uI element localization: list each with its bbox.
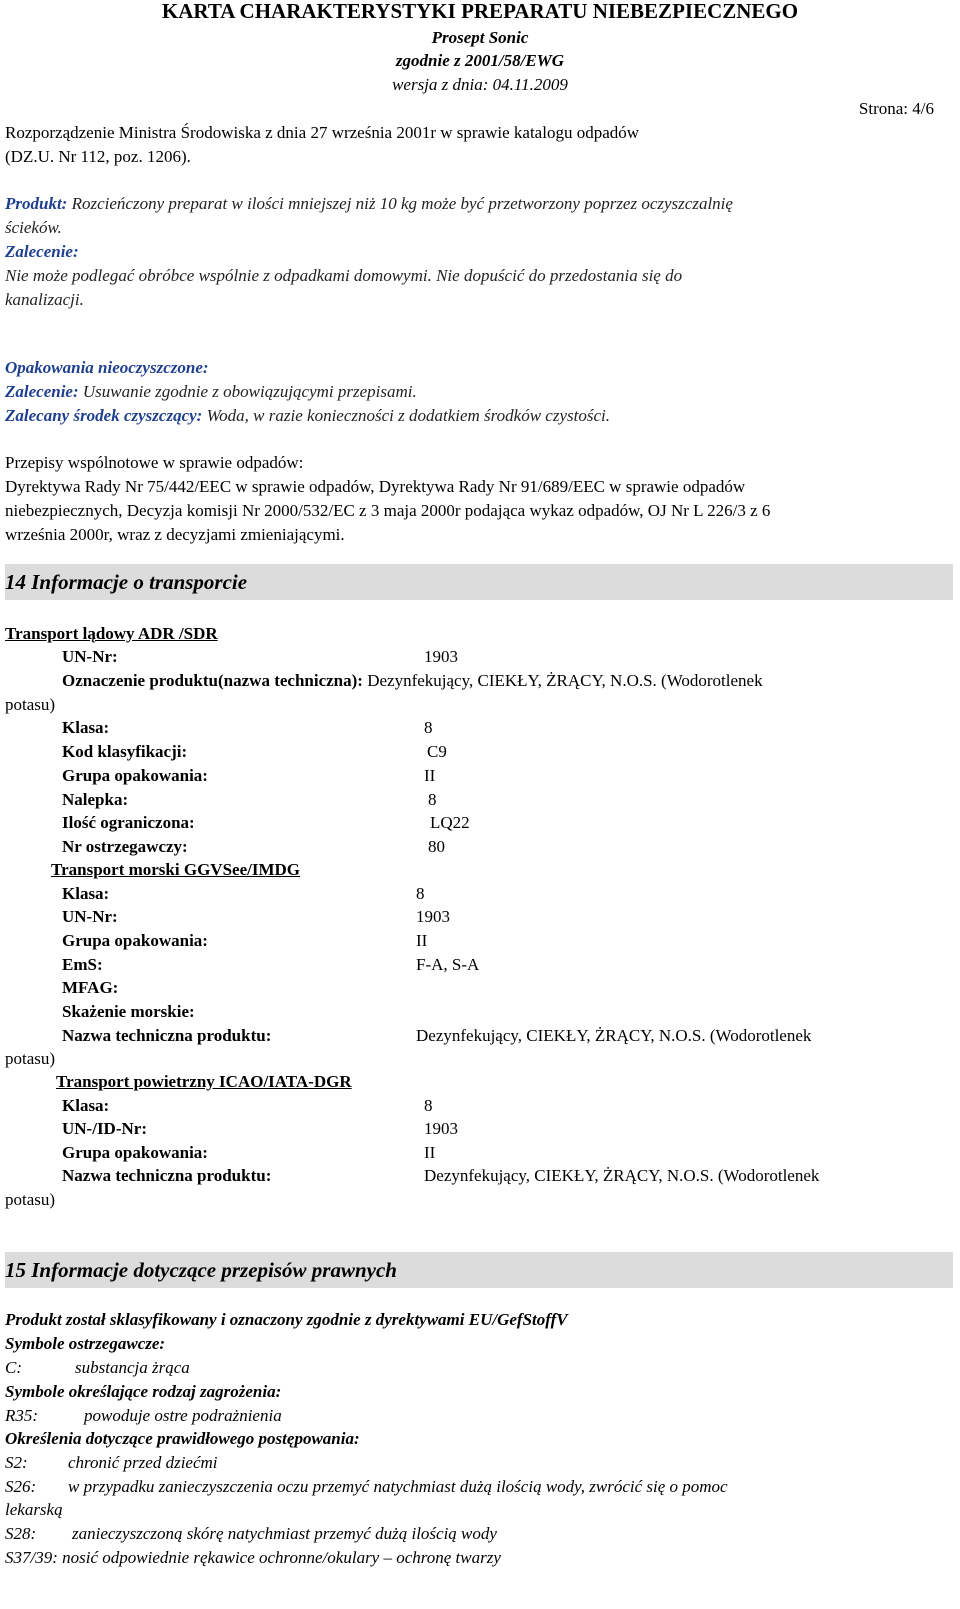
community-text-2: niebezpiecznych, Decyzja komisji Nr 2000/532/EC z 3 maja 2000r podająca wykaz odpadów, OJ Nr L 226/3 z 6 xyxy=(5,501,771,520)
cleaner-label: Zalecany środek czyszczący: xyxy=(5,406,203,425)
classified-statement: Produkt został sklasyfikowany i oznaczony zgodnie z dyrektywami EU/GefStoffV xyxy=(5,1310,568,1329)
cleaner-line xyxy=(5,405,610,427)
sea-un-value: 1903 xyxy=(416,907,450,926)
sea-transport-heading: Transport morski GGVSee/IMDG xyxy=(51,860,301,879)
land-designation xyxy=(62,670,763,692)
product-label: Produkt: xyxy=(5,194,68,213)
regulation-line-cont: (DZ.U. Nr 112, poz. 1206). xyxy=(5,147,191,166)
air-group-value: II xyxy=(424,1143,436,1162)
regulation-line: Rozporządzenie Ministra Środowiska z dnia 27 września 2001r w sprawie katalogu odpadów xyxy=(5,123,640,142)
document-title: KARTA CHARAKTERYSTYKI PREPARATU NIEBEZPIECZNEGO xyxy=(161,0,799,23)
sea-ems-value: F-A, S-A xyxy=(416,955,480,974)
sea-class-label: Klasa: xyxy=(62,884,110,903)
risk-label: Symbole określające rodzaj zagrożenia: xyxy=(5,1382,282,1401)
land-hazard-label: Nr ostrzegawczy: xyxy=(62,837,188,856)
air-un-label: UN-/ID-Nr: xyxy=(62,1119,147,1138)
land-sticker-value: 8 xyxy=(428,790,437,809)
s26-cont: lekarską xyxy=(5,1500,63,1519)
sea-pollutant-label: Skażenie morskie: xyxy=(62,1002,195,1021)
land-sticker-label: Nalepka: xyxy=(62,790,129,809)
packaging-rec-text: Usuwanie zgodnie z obowiązującymi przepisami. xyxy=(82,382,417,401)
land-class-label: Klasa: xyxy=(62,718,110,737)
section-14-title: 14 Informacje o transporcie xyxy=(5,570,248,594)
air-transport-heading: Transport powietrzny ICAO/IATA-DGR xyxy=(56,1072,352,1091)
recommendation-text: Nie może podlegać obróbce wspólnie z odpadkami domowymi. Nie dopuścić do przedostania się do xyxy=(5,266,683,285)
symbol-code: C: xyxy=(5,1358,22,1377)
sea-un-label: UN-Nr: xyxy=(62,907,118,926)
land-designation-cont: potasu) xyxy=(5,695,56,714)
land-class-value: 8 xyxy=(424,718,433,737)
land-hazard-value: 80 xyxy=(428,837,445,856)
sea-group-label: Grupa opakowania: xyxy=(62,931,208,950)
page-number: Strona: 4/6 xyxy=(858,99,934,118)
land-group-value: II xyxy=(424,766,436,785)
sea-name-cont: potasu) xyxy=(5,1049,56,1068)
symbols-label: Symbole ostrzegawcze: xyxy=(5,1334,166,1353)
risk-text: powoduje ostre podrażnienia xyxy=(84,1406,282,1425)
land-limited-label: Ilość ograniczona: xyxy=(62,813,195,832)
recommendation-label: Zalecenie: xyxy=(5,242,79,261)
land-un-label: UN-Nr: xyxy=(62,647,118,666)
packaging-recommendation xyxy=(5,381,417,403)
air-group-label: Grupa opakowania: xyxy=(62,1143,208,1162)
s3739-text: S37/39: nosić odpowiednie rękawice ochronne/okulary – ochronę twarzy xyxy=(5,1548,501,1567)
recommendation-text-cont: kanalizacji. xyxy=(5,290,84,309)
community-title: Przepisy wspólnotowe w sprawie odpadów: xyxy=(5,453,304,472)
land-transport-heading: Transport lądowy ADR /SDR xyxy=(5,624,218,643)
air-class-value: 8 xyxy=(424,1096,433,1115)
air-class-label: Klasa: xyxy=(62,1096,110,1115)
packaging-label: Opakowania nieoczyszczone: xyxy=(5,358,209,377)
product-text: Rozcieńczony preparat w ilości mniejszej niż 10 kg może być przetworzony poprzez oczyszczalnię xyxy=(71,194,733,213)
land-group-label: Grupa opakowania: xyxy=(62,766,208,785)
land-code-value: C9 xyxy=(427,742,447,761)
risk-code: R35: xyxy=(5,1406,39,1425)
product-paragraph xyxy=(5,193,733,215)
s28-code: S28: xyxy=(5,1524,37,1543)
community-text: Dyrektywa Rady Nr 75/442/EEC w sprawie odpadów, Dyrektywa Rady Nr 91/689/EEC w sprawie odpadów xyxy=(5,477,746,496)
symbol-text: substancja żrąca xyxy=(75,1358,190,1377)
sea-ems-label: EmS: xyxy=(62,955,103,974)
directive-line: zgodnie z 2001/58/EWG xyxy=(395,51,565,70)
version-line: wersja z dnia: 04.11.2009 xyxy=(392,75,568,94)
s26-text: w przypadku zanieczyszczenia oczu przemyć natychmiast dużą ilością wody, zwrócić się o pomoc xyxy=(68,1477,728,1496)
sea-name-value: Dezynfekujący, CIEKŁY, ŻRĄCY, N.O.S. (Wodorotlenek xyxy=(416,1026,812,1045)
packaging-rec-label: Zalecenie: xyxy=(5,382,79,401)
s28-text: zanieczyszczoną skórę natychmiast przemyć dużą ilością wody xyxy=(72,1524,497,1543)
s26-code: S26: xyxy=(5,1477,37,1496)
sea-group-value: II xyxy=(416,931,428,950)
community-text-3: września 2000r, wraz z decyzjami zmieniającymi. xyxy=(5,525,345,544)
land-code-label: Kod klasyfikacji: xyxy=(62,742,188,761)
s2-code: S2: xyxy=(5,1453,28,1472)
land-limited-value: LQ22 xyxy=(430,813,470,832)
product-name: Prosept Sonic xyxy=(431,28,529,47)
sea-mfag-label: MFAG: xyxy=(62,978,119,997)
cleaner-text: Woda, w razie konieczności z dodatkiem środków czystości. xyxy=(206,406,610,425)
land-designation-label: Oznaczenie produktu(nazwa techniczna): xyxy=(62,671,363,690)
land-designation-value: Dezynfekujący, CIEKŁY, ŻRĄCY, N.O.S. (Wodorotlenek xyxy=(367,671,763,690)
air-un-value: 1903 xyxy=(424,1119,458,1138)
land-un-value: 1903 xyxy=(424,647,458,666)
air-name-label: Nazwa techniczna produktu: xyxy=(62,1166,272,1185)
air-name-cont: potasu) xyxy=(5,1190,56,1209)
sea-class-value: 8 xyxy=(416,884,425,903)
s2-text: chronić przed dziećmi xyxy=(68,1453,218,1472)
sea-name-label: Nazwa techniczna produktu: xyxy=(62,1026,272,1045)
safety-label: Określenia dotyczące prawidłowego postępowania: xyxy=(5,1429,360,1448)
air-name-value: Dezynfekujący, CIEKŁY, ŻRĄCY, N.O.S. (Wodorotlenek xyxy=(424,1166,820,1185)
product-text-cont: ścieków. xyxy=(5,218,62,237)
section-15-title: 15 Informacje dotyczące przepisów prawnych xyxy=(5,1258,397,1282)
